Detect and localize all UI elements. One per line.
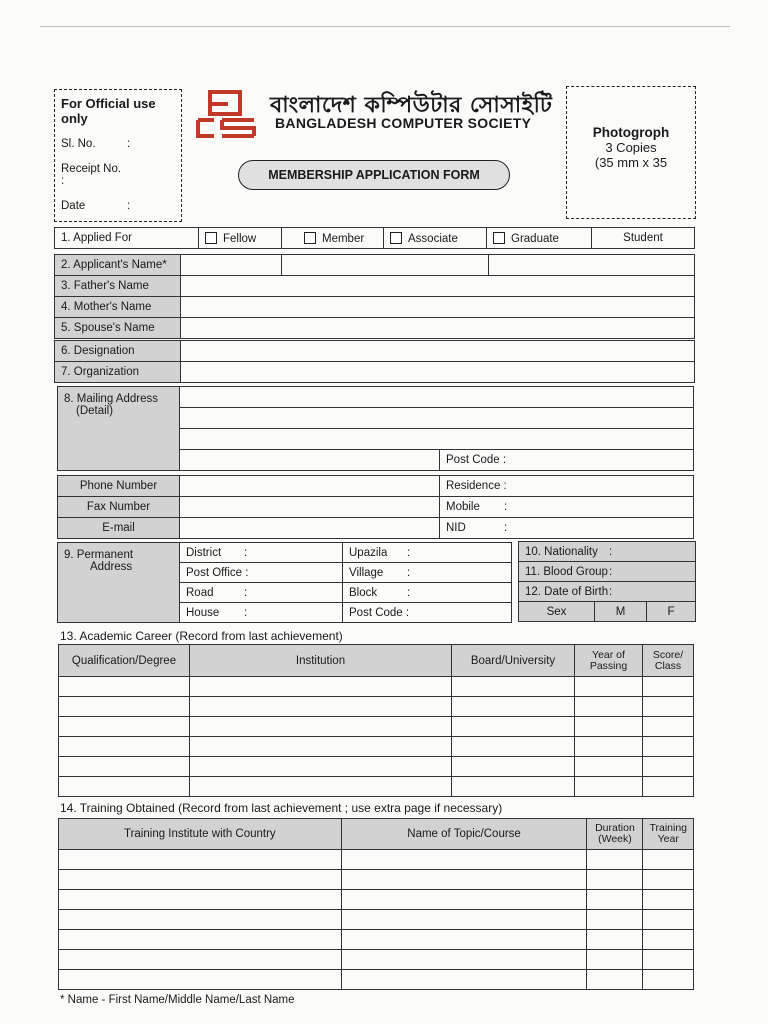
mother-name-field[interactable] [181,297,695,318]
email-label: E-mail [58,518,180,539]
father-name-label: 3. Father's Name [55,276,181,297]
academic-header-institution: Institution [190,645,452,677]
academic-header-year: Year of Passing [575,645,643,677]
personal-info-table [518,541,696,622]
mailing-address-label: 8. Mailing Address (Detail) [58,387,180,471]
bcs-logo-icon [196,90,258,138]
training-section-title: 14. Training Obtained (Record from last achievement ; use extra page if necessary) [60,801,503,815]
table-row [59,757,694,777]
designation-field[interactable] [181,341,695,362]
mailing-post-code[interactable]: Post Code : [440,450,694,471]
option-member[interactable]: Member [282,228,384,249]
applied-for-table [54,227,695,249]
contact-table [57,475,694,539]
table-row [59,850,694,870]
dob-field[interactable]: 12. Date of Birth: [519,582,696,602]
training-header-topic: Name of Topic/Course [341,819,587,850]
photo-label: Photogroph [592,125,670,140]
first-name-field[interactable] [181,255,282,276]
father-name-field[interactable] [181,276,695,297]
photo-size: (35 mm x 35 [594,155,668,170]
mailing-address-table [57,386,694,471]
block-field[interactable]: Block : [343,583,512,603]
table-row [59,677,694,697]
academic-header-board: Board/University [452,645,575,677]
upazila-field[interactable]: Upazila : [343,543,512,563]
village-field[interactable]: Village : [343,563,512,583]
sl-no-label: Sl. No. [61,138,96,150]
spouse-name-label: 5. Spouse's Name [55,318,181,339]
training-table [58,818,694,990]
bengali-title: বাংলাদেশ কম্পিউটার সোসাইটি [270,93,553,118]
training-header-institute: Training Institute with Country [59,819,342,850]
organization-label: 7. Organization [55,362,181,383]
applicant-name-label: 2. Applicant's Name* [55,255,181,276]
mailing-line-4[interactable] [180,450,440,471]
middle-name-field[interactable] [282,255,489,276]
table-row [59,717,694,737]
table-row [59,737,694,757]
permanent-post-code-field[interactable]: Post Code : [343,603,512,623]
organization-field[interactable] [181,362,695,383]
training-header-duration: Duration (Week) [587,819,643,850]
training-header-year: Training Year [643,819,694,850]
names-table [54,254,695,339]
english-title: BANGLADESH COMPUTER SOCIETY [275,115,532,131]
graduate-checkbox[interactable] [493,232,505,244]
email-field[interactable] [180,518,440,539]
photograph-box [566,86,696,219]
sl-no-colon: : [127,138,131,150]
table-row [59,870,694,890]
table-row [59,950,694,970]
nid-field[interactable]: NID : [440,518,694,539]
member-checkbox[interactable] [304,232,316,244]
name-footnote: * Name - First Name/Middle Name/Last Name [60,994,295,1006]
table-row [59,890,694,910]
residence-field[interactable]: Residence : [440,476,694,497]
sex-male-option[interactable]: M [595,602,647,622]
mailing-line-3[interactable] [180,429,694,450]
sex-label: Sex [519,602,595,622]
academic-header-qualification: Qualification/Degree [59,645,190,677]
district-field[interactable]: District : [180,543,343,563]
academic-table [58,644,694,797]
receipt-no-label: Receipt No. : [61,163,122,187]
work-table [54,340,695,383]
mother-name-label: 4. Mother's Name [55,297,181,318]
last-name-field[interactable] [489,255,695,276]
form-title: MEMBERSHIP APPLICATION FORM [238,160,510,190]
fax-label: Fax Number [58,497,180,518]
nationality-field[interactable]: 10. Nationality : [519,542,696,562]
mailing-line-1[interactable] [180,387,694,408]
mobile-field[interactable]: Mobile : [440,497,694,518]
designation-label: 6. Designation [55,341,181,362]
date-label: Date [61,200,86,212]
option-fellow[interactable]: Fellow [199,228,282,249]
top-edge-line [40,26,730,27]
sex-female-option[interactable]: F [647,602,696,622]
table-row [59,970,694,990]
fellow-checkbox[interactable] [205,232,217,244]
academic-section-title: 13. Academic Career (Record from last achievement) [60,629,343,643]
table-row [59,910,694,930]
official-use-box [54,89,182,222]
permanent-address-table [57,542,512,623]
option-graduate[interactable]: Graduate [487,228,592,249]
academic-header-score: Score/ Class [643,645,694,677]
photo-copies: 3 Copies [605,140,657,155]
option-student[interactable]: Student [592,228,695,249]
fax-field[interactable] [180,497,440,518]
phone-label: Phone Number [58,476,180,497]
table-row [59,777,694,797]
table-row [59,697,694,717]
date-colon: : [127,200,131,212]
house-field[interactable]: House : [180,603,343,623]
spouse-name-field[interactable] [181,318,695,339]
official-use-title: For Official use only [61,96,156,126]
post-office-field[interactable]: Post Office : [180,563,343,583]
road-field[interactable]: Road : [180,583,343,603]
blood-group-field[interactable]: 11. Blood Group: [519,562,696,582]
option-associate[interactable]: Associate [384,228,487,249]
permanent-address-label: 9. Permanent Address [58,543,180,623]
associate-checkbox[interactable] [390,232,402,244]
mailing-line-2[interactable] [180,408,694,429]
applied-for-label: 1. Applied For [55,228,199,249]
table-row [59,930,694,950]
phone-field[interactable] [180,476,440,497]
